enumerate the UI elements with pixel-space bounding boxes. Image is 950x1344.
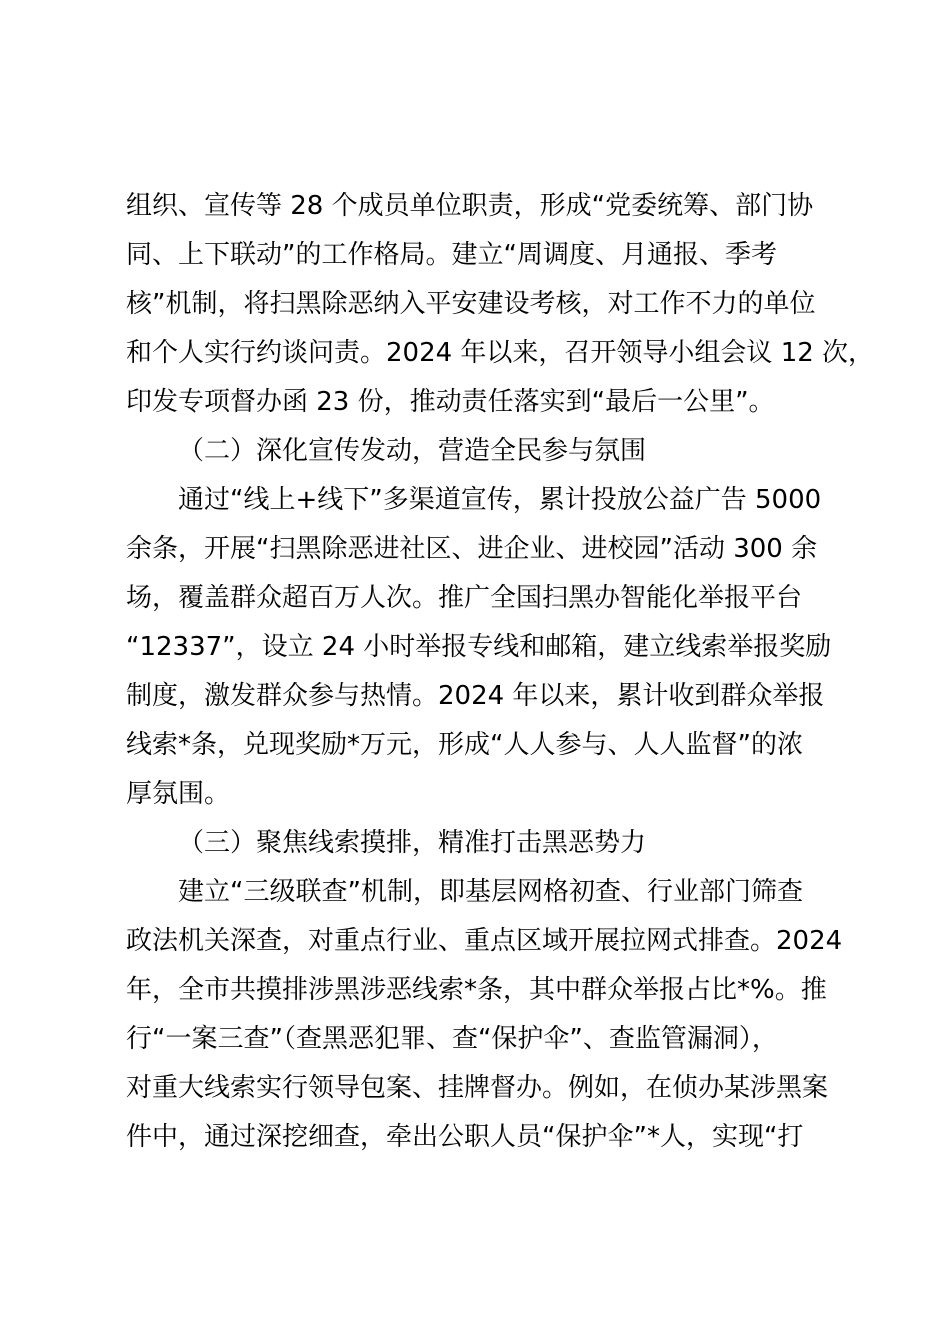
- text-line: 年，全市共摸排涉黑涉恶线索*条，其中群众举报占比*%。推: [126, 975, 827, 1005]
- text-line: 核”机制，将扫黑除恶纳入平安建设考核，对工作不力的单位: [126, 289, 816, 319]
- paragraph-publicity: [126, 476, 856, 819]
- document-body: [126, 182, 875, 1162]
- text-line: 行“一案三查”（查黑恶犯罪、查“保护伞”、查监管漏洞），: [126, 1024, 778, 1054]
- text-line: 制度，激发群众参与热情。2024 年以来，累计收到群众举报: [126, 681, 825, 711]
- text-line: 和个人实行约谈问责。2024 年以来，召开领导小组会议 12 次，: [126, 338, 875, 368]
- text-line: 建立“三级联查”机制，即基层网格初查、行业部门筛查: [178, 877, 803, 907]
- text-line: 通过“线上+线下”多渠道宣传，累计投放公益广告 5000: [178, 485, 822, 515]
- text-line: 场，覆盖群众超百万人次。推广全国扫黑办智能化举报平台: [126, 583, 803, 613]
- text-line: 印发专项督办函 23 份，推动责任落实到“最后一公里”。: [126, 387, 775, 417]
- text-line: 件中，通过深挖细查，牵出公职人员“保护伞”*人，实现“打: [126, 1122, 804, 1152]
- text-line: 线索*条，兑现奖励*万元，形成“人人参与、人人监督”的浓: [126, 730, 803, 760]
- text-line: 厚氛围。: [126, 779, 231, 809]
- text-line: 同、上下联动”的工作格局。建立“周调度、月通报、季考: [126, 240, 777, 270]
- text-line: 政法机关深查，对重点行业、重点区域开展拉网式排查。2024: [126, 926, 843, 956]
- text-line: 组织、宣传等 28 个成员单位职责，形成“党委统筹、部门协: [126, 191, 814, 221]
- section-heading-3: （三）聚焦线索摸排，精准打击黑恶势力: [178, 828, 647, 858]
- paragraph-investigation: [126, 868, 856, 1162]
- text-line: 余条，开展“扫黑除恶进社区、进企业、进校园”活动 300 余: [126, 534, 818, 564]
- section-heading-2: （二）深化宣传发动，营造全民参与氛围: [178, 436, 647, 466]
- text-line: “12337”，设立 24 小时举报专线和邮箱，建立线索举报奖励: [126, 632, 832, 662]
- paragraph-responsibility: [126, 182, 875, 427]
- text-line: 对重大线索实行领导包案、挂牌督办。例如，在侦办某涉黑案: [126, 1073, 829, 1103]
